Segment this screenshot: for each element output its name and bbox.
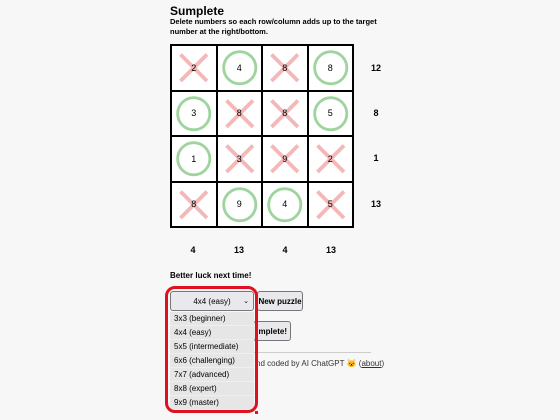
grid-cell[interactable] — [217, 45, 263, 91]
cell-number: 8 — [282, 108, 288, 119]
col-target: 13 — [233, 245, 244, 255]
cell-number: 8 — [191, 199, 197, 210]
difficulty-option[interactable]: 5x5 (intermediate) — [170, 340, 254, 354]
row-target: 13 — [370, 199, 381, 209]
grid-cell[interactable] — [308, 91, 354, 137]
difficulty-option[interactable]: 6x6 (challenging) — [170, 354, 254, 368]
grid-cell[interactable] — [262, 91, 308, 137]
difficulty-selected-value: 4x4 (easy) — [193, 296, 231, 306]
grid-cell[interactable] — [171, 182, 217, 228]
cell-number: 8 — [236, 108, 242, 119]
col-target: 13 — [325, 245, 336, 255]
grid-cell[interactable] — [217, 91, 263, 137]
cell-number: 3 — [191, 108, 197, 119]
chevron-down-icon: ⌄ — [243, 298, 249, 305]
difficulty-option[interactable]: 8x8 (expert) — [170, 382, 254, 396]
grid-cell[interactable] — [217, 136, 263, 182]
footer-text: nd coded by AI ChatGPT 😺 — [256, 359, 357, 368]
difficulty-option[interactable]: 3x3 (beginner) — [170, 312, 254, 326]
grid-cell[interactable] — [171, 45, 217, 91]
grid-cell[interactable] — [262, 45, 308, 91]
row-target: 12 — [370, 63, 381, 73]
instructions-text: Delete numbers so each row/column adds up to the target number at the right/bottom. — [170, 17, 377, 36]
difficulty-option[interactable]: 9x9 (master) — [170, 396, 254, 410]
cell-number: 1 — [191, 153, 197, 164]
grid-cell[interactable] — [262, 182, 308, 228]
about-link[interactable]: about — [361, 359, 382, 368]
col-target: 4 — [190, 245, 196, 255]
grid-cell[interactable] — [262, 136, 308, 182]
difficulty-select[interactable] — [170, 291, 254, 311]
footer-credit — [256, 359, 384, 368]
puzzle-grid — [170, 44, 354, 228]
cell-number: 9 — [282, 153, 288, 164]
grid-cell[interactable] — [308, 182, 354, 228]
row-target: 1 — [373, 153, 379, 163]
difficulty-dropdown — [170, 312, 254, 410]
new-puzzle-button[interactable]: New puzzle — [257, 291, 303, 311]
about-link-open: ( — [358, 359, 362, 368]
cell-number: 8 — [327, 62, 333, 73]
grid-cell[interactable] — [217, 182, 263, 228]
col-target: 4 — [282, 245, 288, 255]
cell-number: 5 — [327, 199, 333, 210]
grid-cell[interactable] — [308, 45, 354, 91]
cell-number: 9 — [236, 199, 242, 210]
cell-number: 2 — [327, 153, 333, 164]
grid-cell[interactable] — [308, 136, 354, 182]
cell-number: 2 — [191, 62, 197, 73]
cell-number: 5 — [327, 108, 333, 119]
grid-cell[interactable] — [171, 136, 217, 182]
cell-number: 3 — [236, 153, 242, 164]
status-message: Better luck next time! — [170, 271, 252, 280]
difficulty-option[interactable]: 4x4 (easy) — [170, 326, 254, 340]
difficulty-option[interactable]: 7x7 (advanced) — [170, 368, 254, 382]
cell-number: 4 — [282, 199, 288, 210]
complete-button[interactable]: mplete! — [253, 321, 291, 341]
grid-cell[interactable] — [171, 91, 217, 137]
divider — [253, 352, 371, 353]
row-target: 8 — [373, 108, 379, 118]
page-title: Sumplete — [170, 4, 225, 18]
about-link-close: ) — [381, 359, 385, 368]
cell-number: 8 — [282, 62, 288, 73]
cell-number: 4 — [236, 62, 242, 73]
annotation-dot — [255, 411, 258, 414]
